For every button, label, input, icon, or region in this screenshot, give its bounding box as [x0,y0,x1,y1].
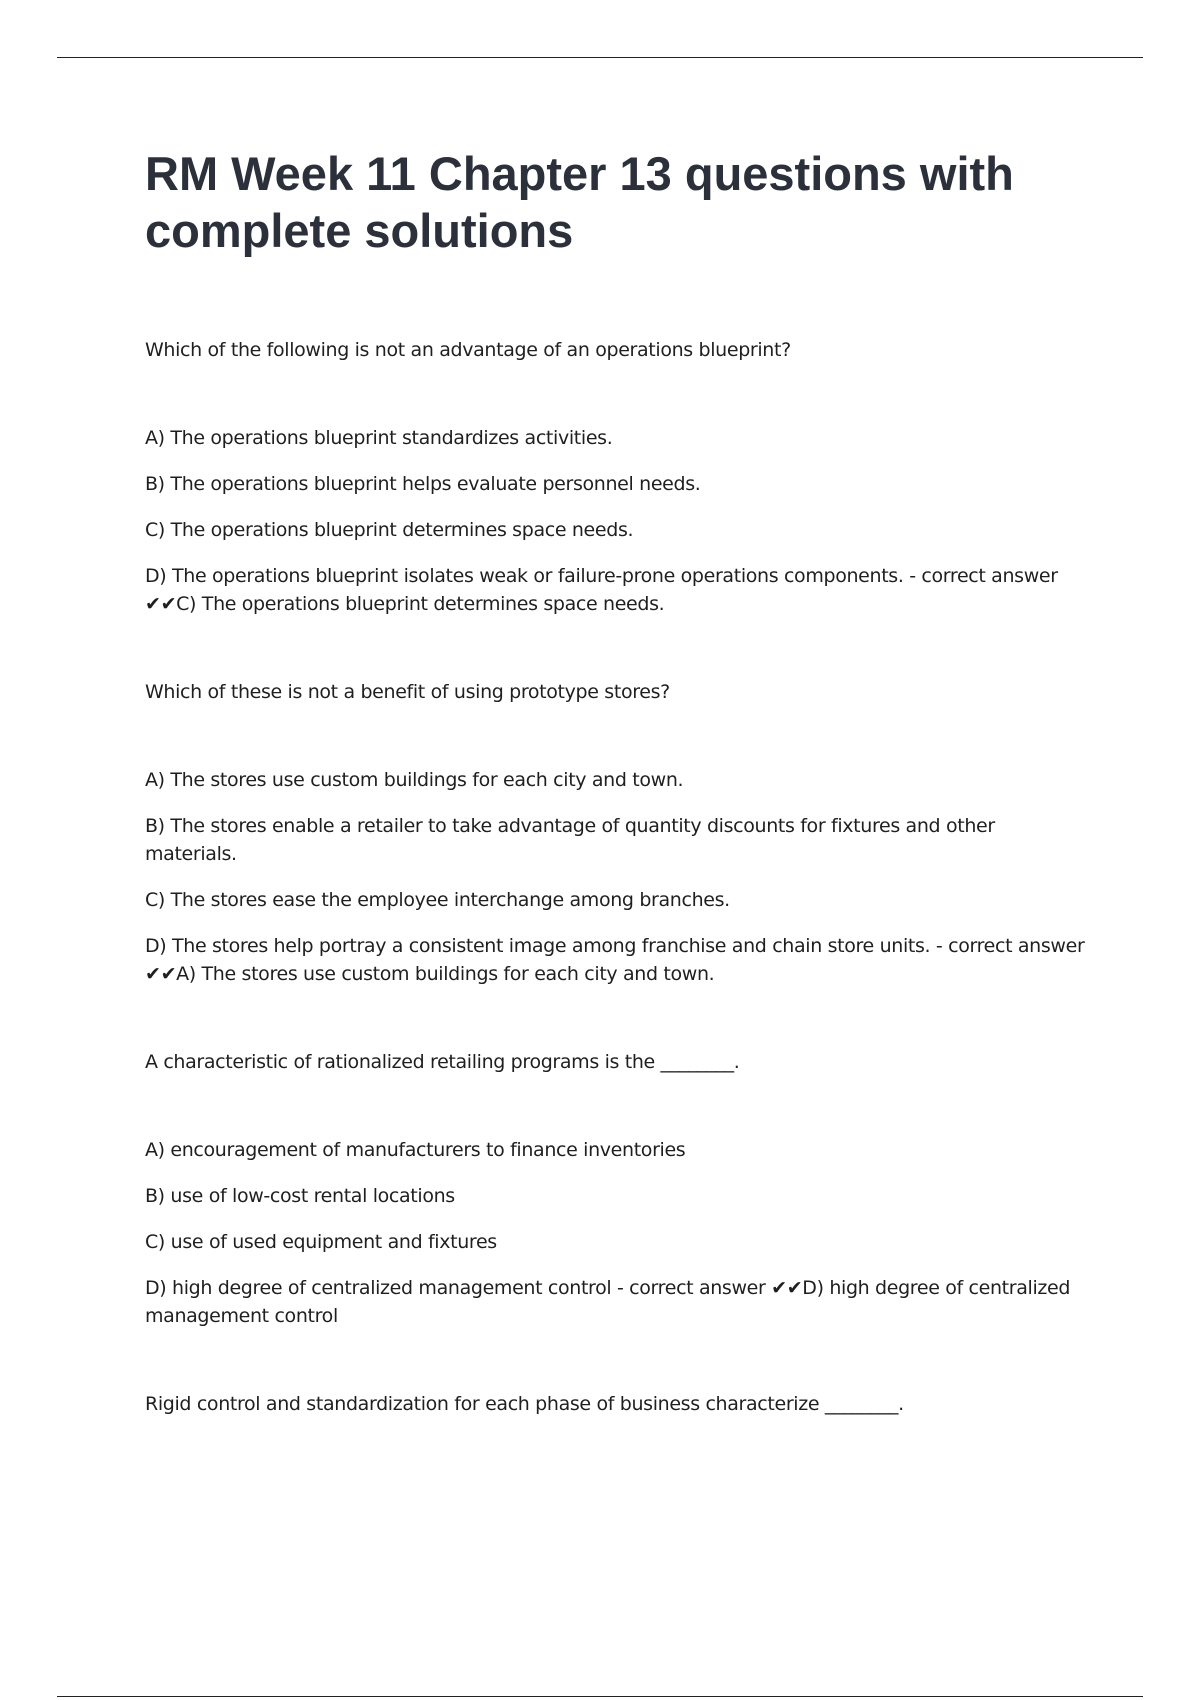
document-body [145,336,1085,1478]
answer-option: B) The operations blueprint helps evaluate personnel needs. [145,473,701,495]
answer-option: C) The stores ease the employee interchange among branches. [145,889,730,911]
question-block-3 [145,1048,1085,1330]
answer-option: B) use of low-cost rental locations [145,1185,455,1207]
question-block-2 [145,678,1085,988]
question-prompt: Which of the following is not an advantage of an operations blueprint? [145,339,791,361]
document-title: RM Week 11 Chapter 13 questions with complete solutions [145,147,1014,257]
answer-option: B) The stores enable a retailer to take advantage of quantity discounts for fixtures and other materials. [145,815,995,865]
question-prompt: Which of these is not a benefit of using prototype stores? [145,681,670,703]
answer-option-with-solution: D) The stores help portray a consistent image among franchise and chain store units. - correct answer ✔✔A) The stores use custom buildings for each city and town. [145,935,1085,985]
top-rule [57,57,1143,58]
answer-option: C) use of used equipment and fixtures [145,1231,497,1253]
question-prompt: A characteristic of rationalized retailing programs is the ________. [145,1051,740,1073]
answer-option: A) encouragement of manufacturers to finance inventories [145,1139,686,1161]
answer-option: C) The operations blueprint determines space needs. [145,519,634,541]
answer-option-with-solution: D) high degree of centralized management control - correct answer ✔✔D) high degree of centralized management control [145,1277,1071,1327]
answer-option-with-solution: D) The operations blueprint isolates weak or failure-prone operations components. - correct answer ✔✔C) The operations blueprint determines space needs. [145,565,1058,615]
question-block-1 [145,336,1085,618]
answer-option: A) The stores use custom buildings for each city and town. [145,769,684,791]
question-prompt: Rigid control and standardization for each phase of business characterize ________. [145,1393,904,1415]
question-block-4 [145,1390,1085,1418]
bottom-rule [57,1696,1143,1697]
answer-option: A) The operations blueprint standardizes activities. [145,427,613,449]
